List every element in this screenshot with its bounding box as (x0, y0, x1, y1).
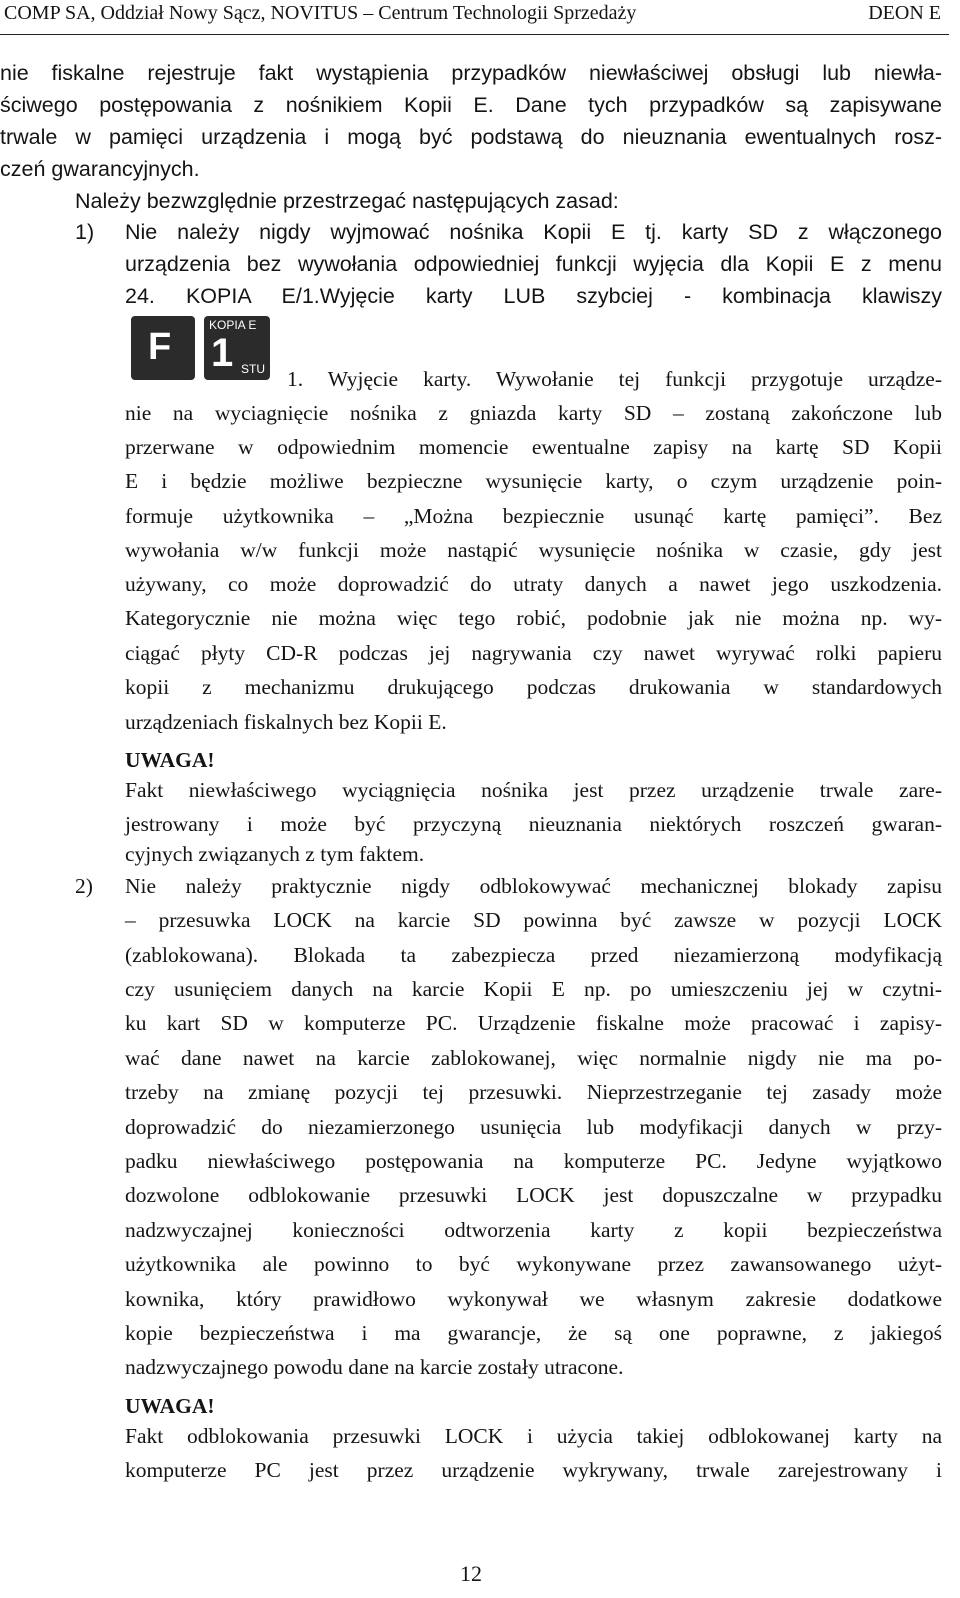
text-line: trwale w pamięci urządzenia i mogą być podstawą do nieuznania ewentualnych rosz- (0, 125, 942, 149)
text-line: wać dane nawet na karcie zablokowanej, więc normalnie nigdy nie ma po- (125, 1046, 942, 1070)
text-line: używany, co może doprowadzić do utraty danych a nawet jego uszkodzenia. (125, 572, 942, 596)
text-line: komputerze PC jest przez urządzenie wykrywany, trwale zarejestrowany i (125, 1458, 942, 1482)
text-line: ku kart SD w komputerze PC. Urządzenie fiskalne może pracować i zapisy- (125, 1011, 942, 1035)
text-line: kownika, który prawidłowo wykonywał we własnym zakresie dodatkowe (125, 1287, 942, 1311)
text-line: nadzwyczajnej konieczności odtworzenia karty z kopii bezpieczeństwa (125, 1218, 942, 1242)
text-line: Nie należy nigdy wyjmować nośnika Kopii E tj. karty SD z włączonego (125, 220, 942, 244)
text-line: czeń gwarancyjnych. (0, 157, 200, 181)
text-line: padku niewłaściwego postępowania na komputerze PC. Jedyne wyjątkowo (125, 1149, 942, 1173)
text-line: urządzenia bez wywołania odpowiedniej funkcji wyjęcia dla Kopii E z menu (125, 252, 942, 276)
kopia-e-key-icon: KOPIA E 1 STU (204, 316, 270, 380)
text-line: kopie bezpieczeństwa i ma gwarancje, że są one poprawne, z jakiegoś (125, 1321, 942, 1345)
text-line: nie fiskalne rejestruje fakt wystąpienia przypadków niewłaściwej obsługi lub niewła- (0, 61, 942, 85)
header-company: COMP SA, Oddział Nowy Sącz, NOVITUS – Centrum Technologii Sprzedaży (4, 2, 637, 24)
text-line: kopii z mechanizmu drukującego podczas drukowania w standardowych (125, 675, 942, 699)
text-line: Należy bezwzględnie przestrzegać następujących zasad: (75, 189, 619, 213)
list-number: 2) (75, 874, 93, 898)
warning-heading: UWAGA! (125, 748, 215, 772)
text-line: użytkownika ale powinno to być wykonywane przez zawansowanego użyt- (125, 1252, 942, 1276)
text-line: 24. KOPIA E/1.Wyjęcie karty LUB szybciej - kombinacja klawiszy (125, 284, 942, 308)
text-line: ściwego postępowania z nośnikiem Kopii E. Dane tych przypadków są zapisywane (0, 93, 942, 117)
text-line: – przesuwka LOCK na karcie SD powinna być zawsze w pozycji LOCK (125, 908, 942, 932)
text-line: Fakt niewłaściwego wyciągnięcia nośnika jest przez urządzenie trwale zare- (125, 778, 942, 802)
page-header (0, 0, 949, 35)
text-line: E i będzie możliwe bezpieczne wysunięcie karty, o czym urządzenie poin- (125, 469, 942, 493)
list-number: 1) (75, 220, 95, 244)
f-key-icon: F (131, 316, 195, 380)
text-line: doprowadzić do niezamierzonego usunięcia lub modyfikacji danych w przy- (125, 1115, 942, 1139)
text-line: ciągać płyty CD-R podczas jej nagrywania czy nawet wyrywać rolki papieru (125, 641, 942, 665)
text-line: nadzwyczajnego powodu dane na karcie zostały utracone. (125, 1355, 624, 1379)
text-line: 1. Wyjęcie karty. Wywołanie tej funkcji przygotuje urządze- (287, 367, 942, 391)
warning-heading: UWAGA! (125, 1394, 215, 1418)
text-line: jestrowany i może być przyczyną nieuznania niektórych roszczeń gwaran- (125, 812, 942, 836)
text-line: przerwane w odpowiednim momencie ewentualne zapisy na kartę SD Kopii (125, 435, 942, 459)
text-line: Fakt odblokowania przesuwki LOCK i użycia takiej odblokowanej karty na (125, 1424, 942, 1448)
text-line: Kategorycznie nie można więc tego robić, podobnie jak nie można np. wy- (125, 606, 942, 630)
text-line: wywołania w/w funkcji może nastąpić wysunięcie nośnika w czasie, gdy jest (125, 538, 942, 562)
text-line: trzeby na zmianę pozycji tej przesuwki. Nieprzestrzeganie tej zasady może (125, 1080, 942, 1104)
text-line: formuje użytkownika – „Można bezpiecznie usunąć kartę pamięci”. Bez (125, 504, 942, 528)
page-number: 12 (460, 1561, 482, 1586)
header-product: DEON E (868, 2, 941, 24)
text-line: nie na wyciagnięcie nośnika z gniazda karty SD – zostaną zakończone lub (125, 401, 942, 425)
text-line: urządzeniach fiskalnych bez Kopii E. (125, 710, 447, 734)
text-line: czy usunięciem danych na karcie Kopii E np. po umieszczeniu jej w czytni- (125, 977, 942, 1001)
text-line: dozwolone odblokowanie przesuwki LOCK jest dopuszczalne w przypadku (125, 1183, 942, 1207)
text-line: (zablokowana). Blokada ta zabezpiecza przed niezamierzoną modyfikacją (125, 943, 942, 967)
text-line: cyjnych związanych z tym faktem. (125, 842, 425, 866)
text-line: Nie należy praktycznie nigdy odblokowywać mechanicznej blokady zapisu (125, 874, 942, 898)
